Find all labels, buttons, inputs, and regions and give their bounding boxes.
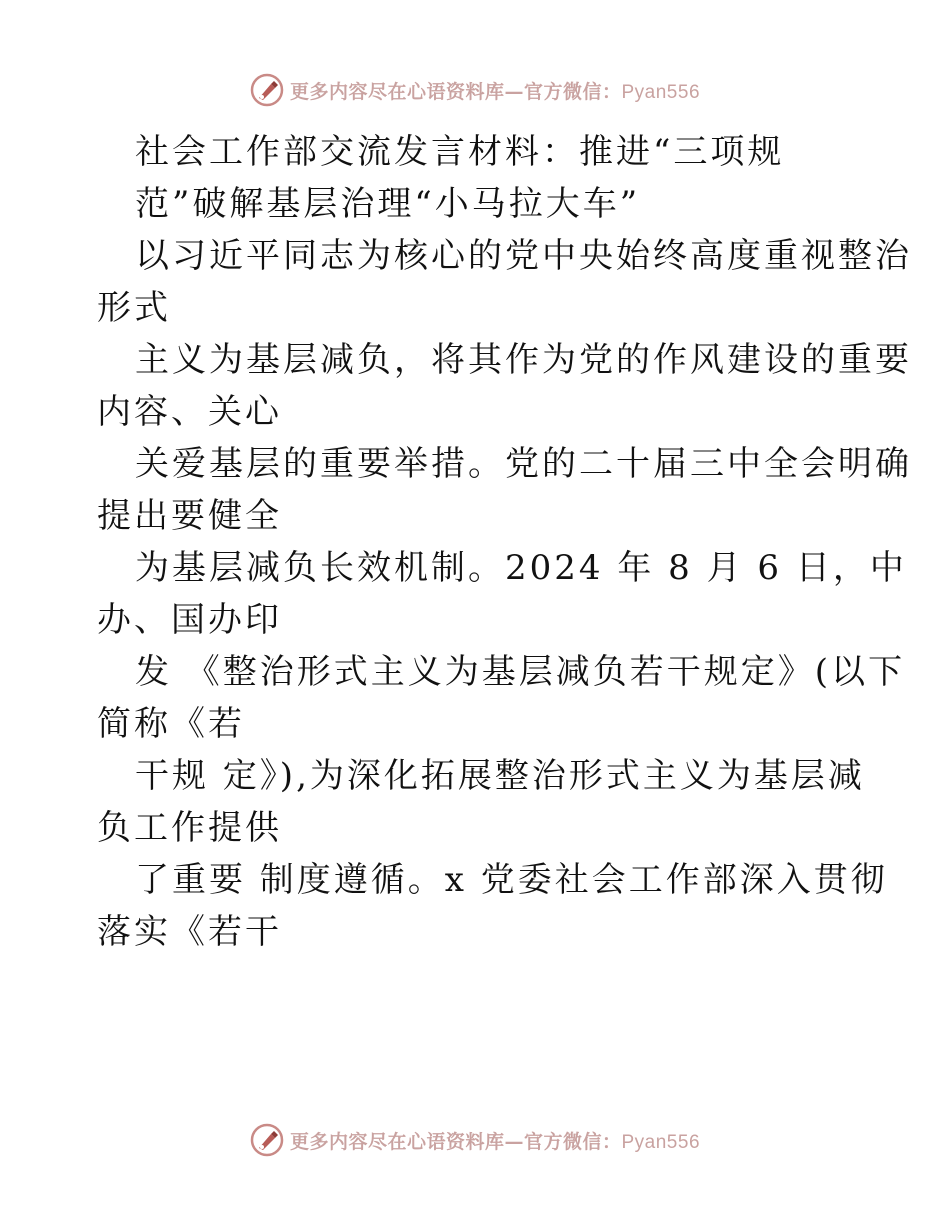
- wechat-id: Pyan556: [621, 1131, 701, 1153]
- body-line: 了重要 制度遵循。x 党委社会工作部深入贯彻: [135, 860, 888, 900]
- body-line: 关爱基层的重要举措。党的二十届三中全会明确: [135, 444, 912, 484]
- body-line: 落实《若干: [97, 912, 282, 952]
- body-line: 内容、关心: [97, 392, 282, 432]
- header-watermark-banner: [0, 70, 950, 110]
- pen-nib-logo-icon: [250, 73, 284, 107]
- wechat-id: Pyan556: [621, 81, 701, 103]
- body-line: 以习近平同志为核心的党中央始终高度重视整治: [135, 236, 912, 276]
- body-line: 为基层减负长效机制。2024 年 8 月 6 日，中: [135, 548, 907, 588]
- document-body: [97, 122, 912, 958]
- body-line: 提出要健全: [97, 496, 282, 536]
- body-line: 办、国办印: [97, 600, 282, 640]
- body-line: 简称《若: [97, 704, 245, 744]
- body-line: 发 《整治形式主义为基层减负若干规定》(以下: [135, 652, 906, 692]
- title-line-2: 范”破解基层治理“小马拉大车”: [135, 184, 641, 224]
- watermark-text: 更多内容尽在心语资料库—官方微信：Pyan556: [289, 80, 701, 103]
- footer-watermark-banner: [0, 1120, 950, 1160]
- body-line: 干规 定》),为深化拓展整治形式主义为基层减: [135, 756, 865, 796]
- body-line: 主义为基层减负，将其作为党的作风建设的重要: [135, 340, 912, 380]
- title-line-1: 社会工作部交流发言材料：推进“三项规: [135, 132, 785, 172]
- pen-nib-logo-icon: [250, 1123, 284, 1157]
- body-line: 形式: [97, 288, 171, 328]
- watermark-text: 更多内容尽在心语资料库—官方微信：Pyan556: [289, 1130, 701, 1153]
- body-line: 负工作提供: [97, 808, 282, 848]
